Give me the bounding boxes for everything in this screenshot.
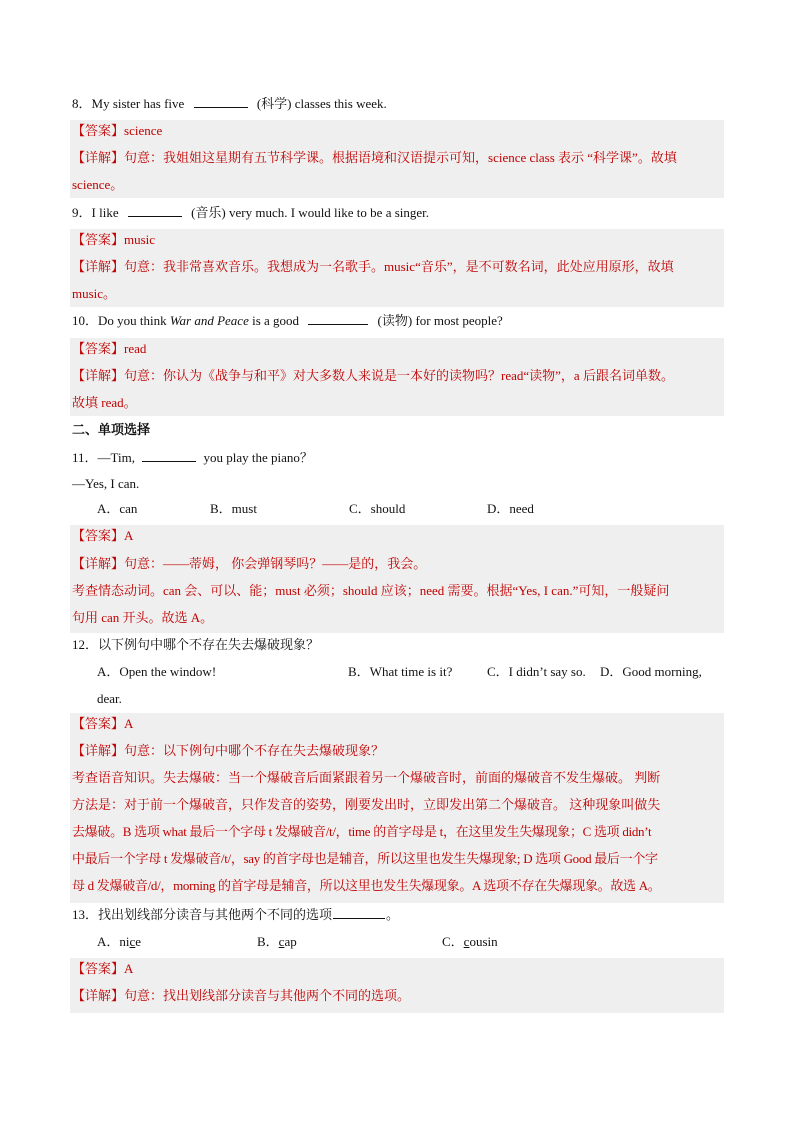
answer-8 (72, 121, 162, 141)
option-a: A．Open the window! (97, 664, 217, 679)
detail-text: music。 (72, 286, 117, 301)
answer-label: 【答案】 (72, 716, 125, 731)
book-title: War and Peace (169, 313, 249, 328)
option-text: e (135, 934, 142, 949)
underlined-letter: c (129, 934, 136, 949)
option-label: C． (442, 934, 464, 949)
detail-label: 【详解】 (72, 368, 125, 383)
answer-label: 【答案】 (72, 961, 125, 976)
underlined-letter: c (463, 934, 470, 949)
detail-label: 【详解】 (72, 556, 125, 571)
question-8 (72, 94, 387, 114)
question-text: —Tim, (97, 450, 135, 465)
detail-text: 去爆破。B 选项 what 最后一个字母 t 发爆破音/t/，time 的首字母是 t，在这里发生失爆现象；C 选项 didn’t (72, 824, 652, 839)
detail-label: 【详解】 (72, 743, 125, 758)
question-text: I like (91, 205, 119, 220)
detail-text: 句意：以下例句中哪个不存在失去爆破现象？ (124, 743, 385, 758)
answer-9 (72, 230, 155, 250)
detail-12 (72, 741, 384, 761)
answer-label: 【答案】 (72, 123, 125, 138)
option-d-continued: dear. (97, 691, 122, 706)
detail-text: 句意：我姐姐这星期有五节科学课。根据语境和汉语提示可知，science class 表示 “科学课”。故填 (124, 150, 677, 165)
answer-value: A (124, 716, 134, 731)
detail-label: 【详解】 (72, 259, 125, 274)
detail-text: science。 (72, 177, 124, 192)
detail-9 (72, 257, 674, 277)
question-12 (72, 635, 319, 655)
option-c: C．should (349, 501, 406, 516)
answer-blank (128, 204, 182, 217)
option-b: B．What time is it? (348, 664, 453, 679)
question-text: 以下例句中哪个不存在失去爆破现象？ (98, 637, 320, 652)
answer-blank (194, 95, 248, 108)
detail-text: 方法是：对于前一个爆破音，只作发音的姿势，刚要发出时，立即发出第二个爆破音。 这种现象叫做失 (72, 797, 661, 812)
answer-label: 【答案】 (72, 341, 125, 356)
option-d: D．Good morning, (600, 664, 702, 679)
question-number: 10． (72, 313, 99, 328)
detail-text: 考查语音知识。失去爆破：当一个爆破音后面紧跟着另一个爆破音时，前面的爆破音不发生爆破。 判断 (72, 770, 661, 785)
detail-text: 中最后一个字母 t 发爆破音/t/，say 的首字母也是辅音，所以这里也发生失爆现象; D 选项 Good 最后一个字 (72, 851, 658, 866)
question-number: 11． (72, 450, 98, 465)
option-b (257, 932, 297, 952)
option-text: ap (284, 934, 297, 949)
question-9 (72, 203, 429, 223)
detail-8 (72, 148, 677, 168)
question-number: 13． (72, 907, 99, 922)
answer-value: science (124, 123, 163, 138)
answer-value: A (124, 528, 134, 543)
answer-value: music (124, 232, 156, 247)
question-number: 8． (72, 96, 92, 111)
question-reply: —Yes, I can. (72, 476, 140, 491)
detail-label: 【详解】 (72, 150, 125, 165)
detail-text: 句意：找出划线部分读音与其他两个不同的选项。 (124, 988, 411, 1003)
detail-10 (72, 366, 674, 386)
answer-label: 【答案】 (72, 232, 125, 247)
question-10 (72, 311, 503, 331)
detail-13 (72, 986, 410, 1006)
option-text: ousin (469, 934, 498, 949)
option-label: A． (97, 934, 120, 949)
answer-label: 【答案】 (72, 528, 125, 543)
detail-text: 句意：你认为《战争与和平》对大多数人来说是一本好的读物吗？read“读物”，a 后跟名词单数。 (124, 368, 674, 383)
answer-blank (142, 449, 196, 462)
answer-value: read (124, 341, 147, 356)
question-text: 找出划线部分读音与其他两个不同的选项 (98, 907, 333, 922)
detail-text: 考查情态动词。can 会、可以、能；must 必须；should 应该；need 需要。根据“Yes, I can.”可知，一般疑问 (72, 583, 670, 598)
question-text: Do you think (98, 313, 167, 328)
detail-text: 母 d 发爆破音/d/，morning 的首字母是辅音，所以这里也发生失爆现象。A 选项不存在失爆现象。故选 A。 (72, 878, 661, 893)
detail-text: 故填 read。 (72, 395, 137, 410)
question-hint: (科学) classes this week. (256, 96, 387, 111)
detail-text: 句意：——蒂姆， 你会弹钢琴吗？——是的，我会。 (124, 556, 427, 571)
answer-blank (308, 312, 368, 325)
detail-text: 句用 can 开头。故选 A。 (72, 610, 214, 625)
detail-11 (72, 554, 426, 574)
question-hint: (读物) for most people? (377, 313, 503, 328)
option-a: A．can (97, 501, 138, 516)
option-text: ni (119, 934, 130, 949)
underlined-letter: c (278, 934, 285, 949)
option-b: B．must (210, 501, 257, 516)
option-d: D．need (487, 501, 534, 516)
question-text: is a good (252, 313, 300, 328)
question-13 (72, 905, 399, 925)
question-11 (72, 448, 313, 468)
question-text: My sister has five (91, 96, 185, 111)
section-heading: 二、单项选择 (72, 422, 151, 437)
question-number: 12． (72, 637, 99, 652)
option-c (442, 932, 498, 952)
answer-13 (72, 959, 133, 979)
answer-value: A (124, 961, 134, 976)
option-c: C．I didn’t say so. (487, 664, 586, 679)
answer-11 (72, 526, 133, 546)
detail-label: 【详解】 (72, 988, 125, 1003)
option-a (97, 932, 141, 952)
answer-12 (72, 714, 133, 734)
question-number: 9． (72, 205, 92, 220)
question-text: 。 (386, 907, 400, 922)
answer-blank (333, 906, 385, 919)
question-text: you play the piano？ (203, 450, 313, 465)
question-hint: (音乐) very much. I would like to be a singer. (191, 205, 430, 220)
option-label: B． (257, 934, 279, 949)
detail-text: 句意：我非常喜欢音乐。我想成为一名歌手。music“音乐”，是不可数名词，此处应用原形，故填 (124, 259, 674, 274)
answer-10 (72, 339, 146, 359)
